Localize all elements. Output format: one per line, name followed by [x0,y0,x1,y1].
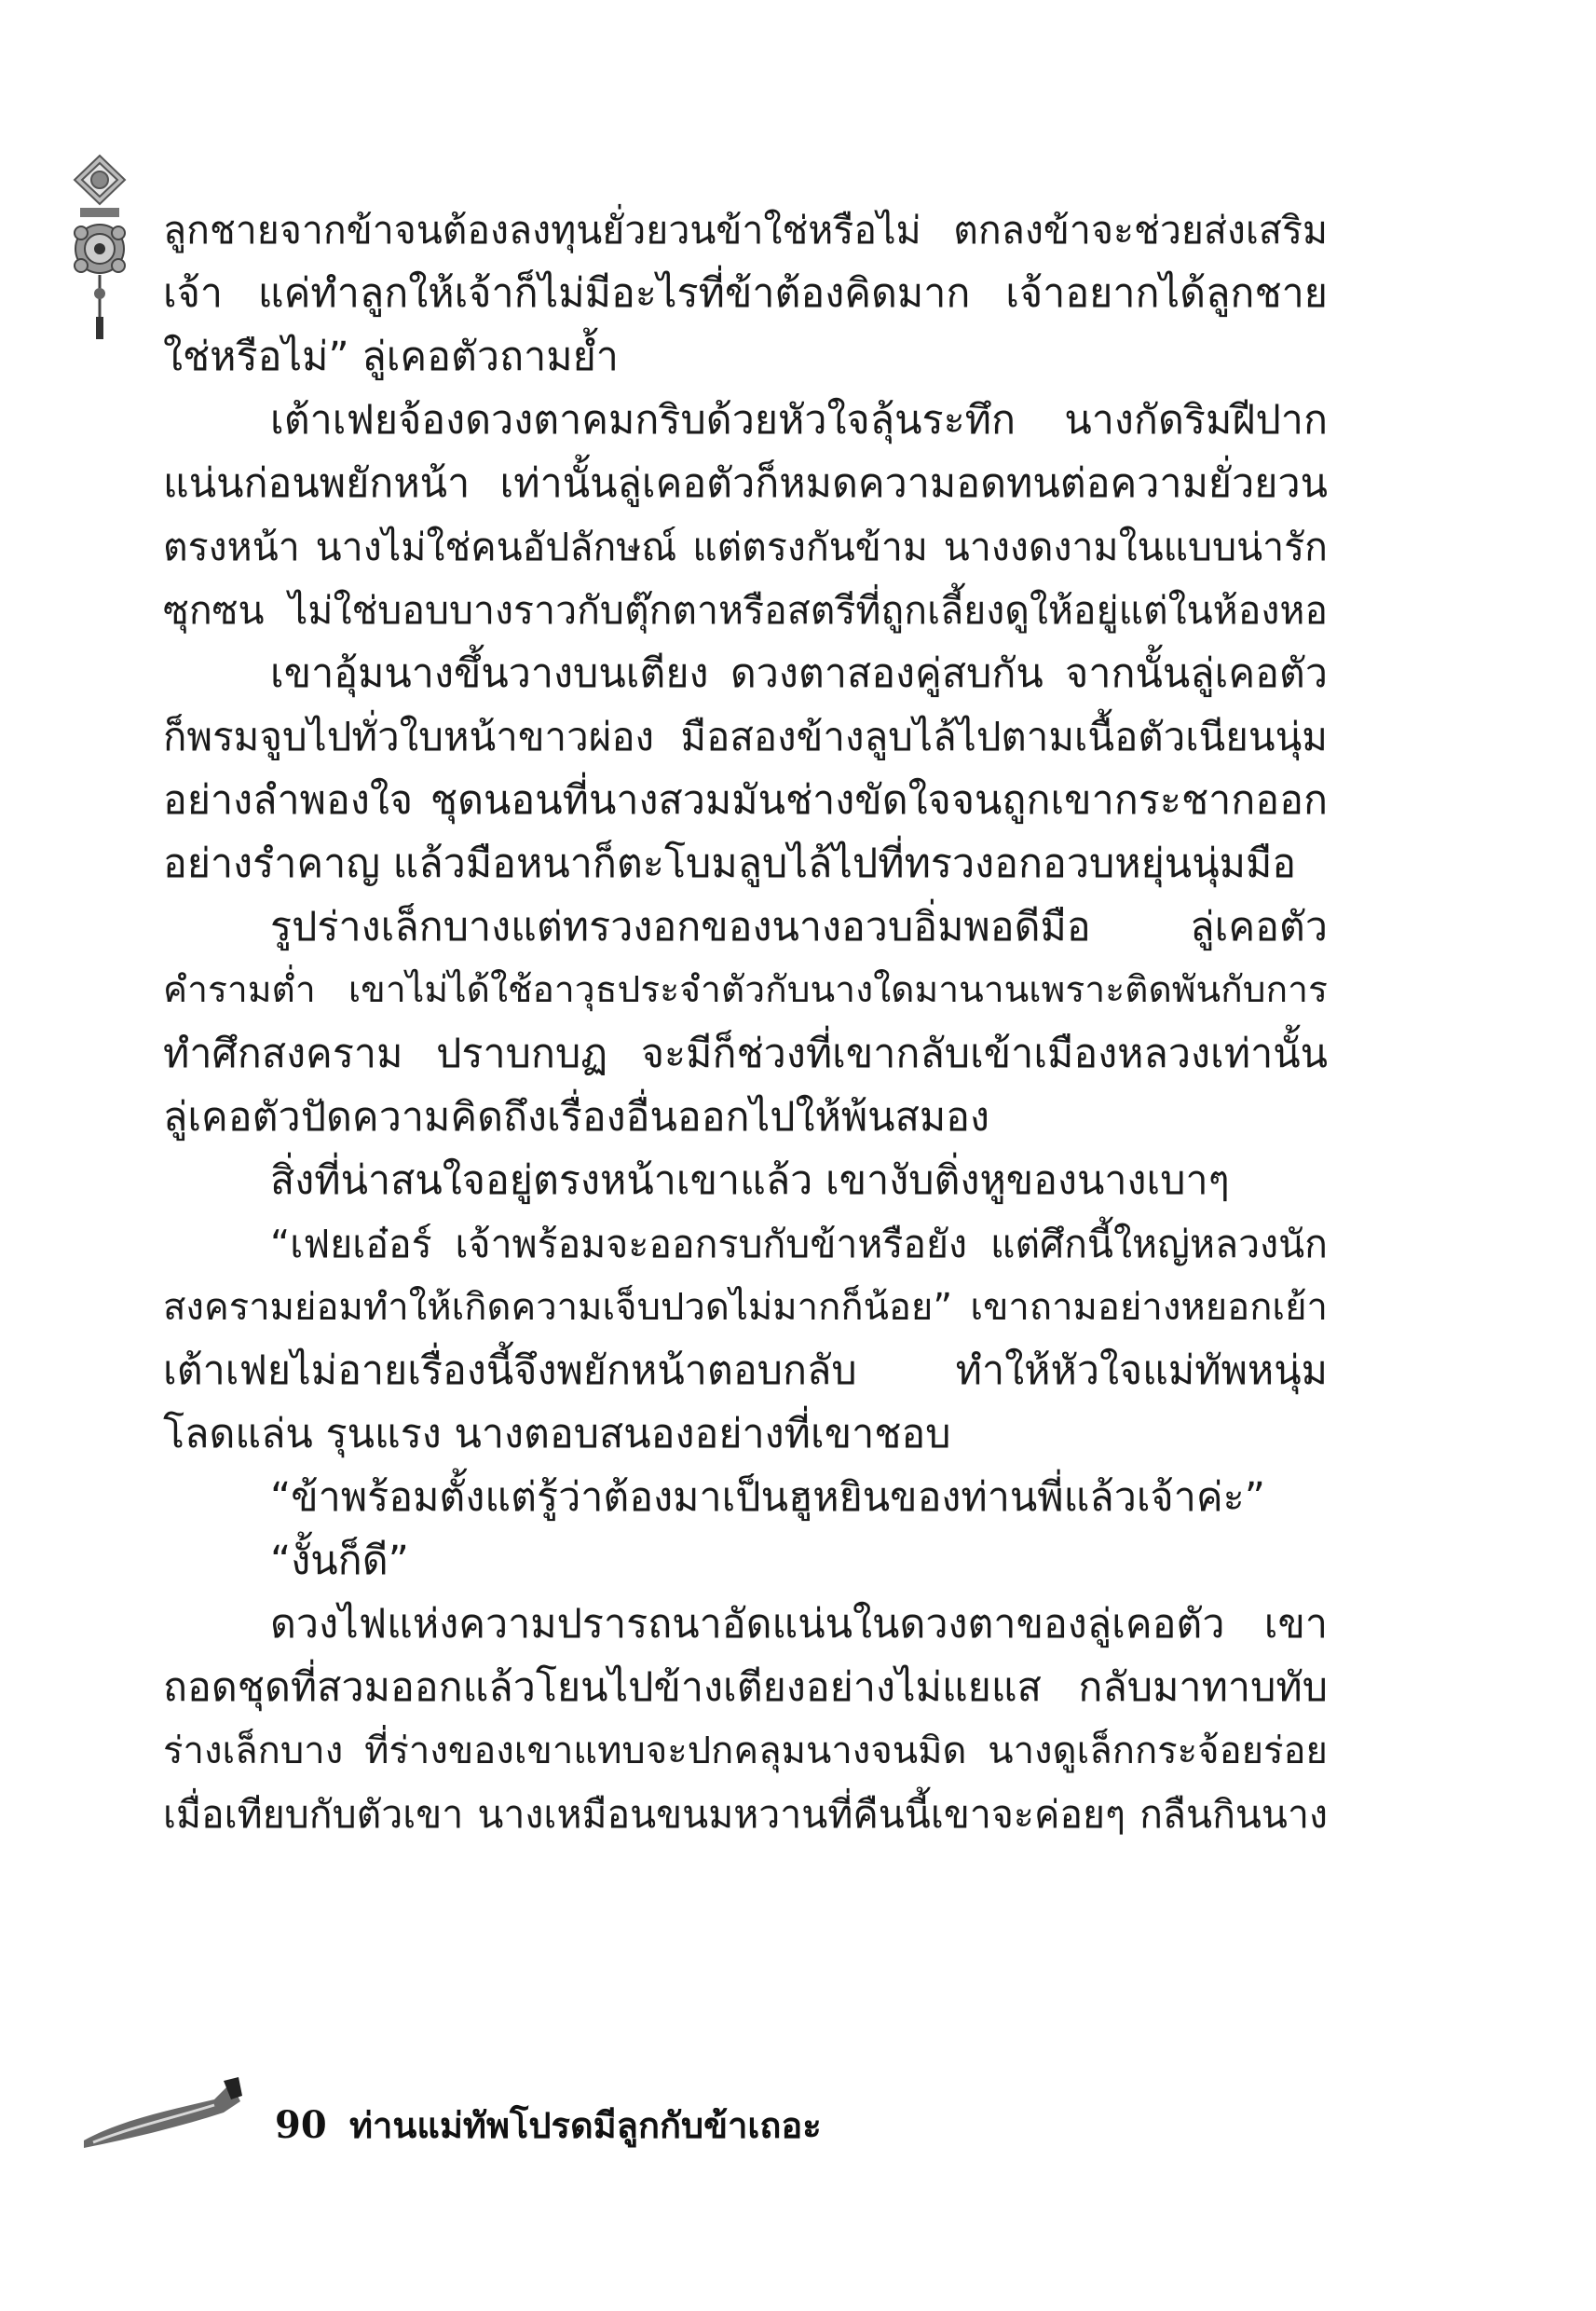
text-line: แน่นก่อนพยักหน้า เท่านั้นลู่เคอตัวก็หมดความอดทนต่อความยั่วยวน [163,460,1328,507]
text-line: สงครามย่อมทำให้เกิดความเจ็บปวดไม่มากก็น้อย” เขาถามอย่างหยอกเย้า [163,1286,1328,1329]
text-line: เต้าเฟยไม่อายเรื่องนี้จึงพยักหน้าตอบกลับ ทำให้หัวใจแม่ทัพหนุ่ม [163,1347,1328,1394]
text-line: ซุกซน ไม่ใช่บอบบางราวกับตุ๊กตาหรือสตรีที่ถูกเลี้ยงดูให้อยู่แต่ในห้องหอ [163,588,1328,633]
text-line: อย่างลำพองใจ ชุดนอนที่นางสวมมันช่างขัดใจจนถูกเขากระชากออก [163,777,1328,824]
text-line: คำรามต่ำ เขาไม่ได้ใช้อาวุธประจำตัวกับนางใดมานานเพราะติดพันกับการ [163,969,1328,1011]
text-line: ถอดชุดที่สวมออกแล้วโยนไปข้างเตียงอย่างไม่แยแส กลับมาทาบทับ [163,1664,1328,1711]
page-footer [84,2073,922,2176]
text-line: เมื่อเทียบกับตัวเขา นางเหมือนขนมหวานที่คืนนี้เขาจะค่อยๆ กลืนกินนาง [163,1792,1328,1837]
text-line: สิ่งที่น่าสนใจอยู่ตรงหน้าเขาแล้ว เขางับติ่งหูของนางเบาๆ [270,1157,1230,1204]
text-line: เจ้า แค่ทำลูกให้เจ้าก็ไม่มีอะไรที่ข้าต้องคิดมาก เจ้าอยากได้ลูกชาย [163,270,1328,317]
body-text [163,198,1328,1846]
text-line: ทำศึกสงคราม ปราบกบฏ จะมีก็ช่วงที่เขากลับเข้าเมืองหลวงเท่านั้น [163,1031,1328,1077]
publisher-emblem-icon [67,154,132,354]
text-line: ตรงหน้า นางไม่ใช่คนอัปลักษณ์ แต่ตรงกันข้าม นางงดงามในแบบน่ารัก [163,525,1328,569]
text-line: ร่างเล็กบาง ที่ร่างของเขาแทบจะปกคลุมนางจนมิด นางดูเล็กกระจ้อยร่อย [163,1730,1328,1772]
text-line: ดวงไฟแห่งความปรารถนาอัดแน่นในดวงตาของลู่เคอตัว เขา [270,1601,1328,1648]
text-line: “ข้าพร้อมตั้งแต่รู้ว่าต้องมาเป็นฮูหยินของท่านพี่แล้วเจ้าค่ะ” [270,1474,1266,1521]
text-line: อย่างรำคาญ แล้วมือหนาก็ตะโบมลูบไล้ไปที่ทรวงอกอวบหยุ่นนุ่มมือ [163,841,1297,887]
text-line: “เฟยเอ๋อร์ เจ้าพร้อมจะออกรบกับข้าหรือยัง แต่ศึกนี้ใหญ่หลวงนัก [270,1222,1328,1266]
text-line: ลูกชายจากข้าจนต้องลงทุนยั่วยวนข้าใช่หรือไม่ ตกลงข้าจะช่วยส่งเสริม [163,208,1328,253]
text-line: ก็พรมจูบไปทั่วใบหน้าขาวผ่อง มือสองข้างลูบไล้ไปตามเนื้อตัวเนียนนุ่ม [163,714,1328,759]
text-line: เขาอุ้มนางขึ้นวางบนเตียง ดวงตาสองคู่สบกัน จากนั้นลู่เคอตัว [270,650,1328,697]
book-title: ท่านแม่ทัพโปรดมีลูกกับข้าเถอะ [349,2105,822,2146]
text-line: ลู่เคอตัวปัดความคิดถึงเรื่องอื่นออกไปให้พ้นสมอง [163,1094,989,1141]
text-line: ใช่หรือไม่” ลู่เคอตัวถามย้ำ [163,334,619,380]
page-number: 90 [275,2103,327,2147]
text-line: โลดแล่น รุนแรง นางตอบสนองอย่างที่เขาชอบ [163,1411,951,1457]
text-line: รูปร่างเล็กบางแต่ทรวงอกของนางอวบอิ่มพอดีมือ ลู่เคอตัว [270,904,1328,950]
text-line: เต้าเฟยจ้องดวงตาคมกริบด้วยหัวใจลุ้นระทึก นางกัดริมฝีปาก [270,397,1328,444]
text-line: “งั้นก็ดี” [270,1538,409,1584]
brush-icon [84,2073,242,2157]
